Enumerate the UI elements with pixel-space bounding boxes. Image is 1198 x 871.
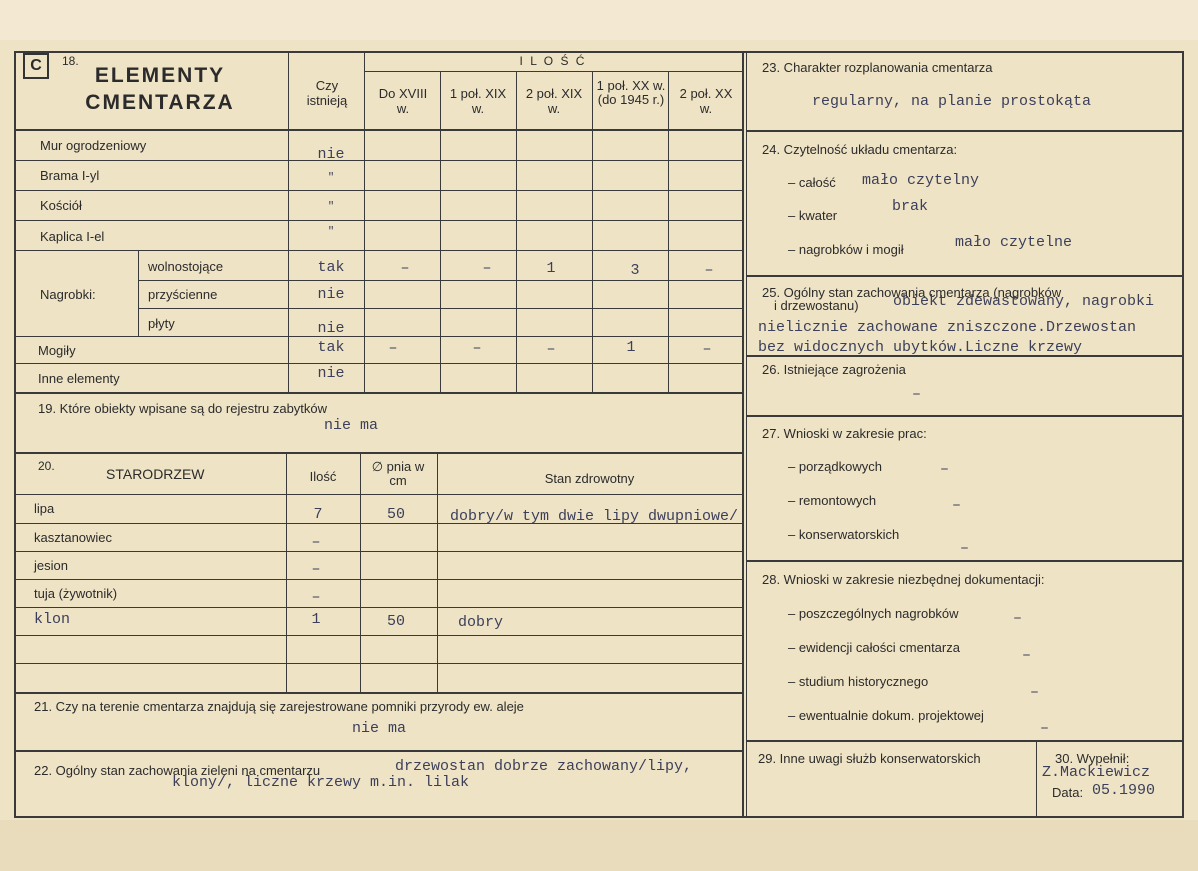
s28-item-2-value: – (1030, 684, 1040, 701)
s28-item-1-value: – (1022, 647, 1032, 664)
s26-label: 26. Istniejące zagrożenia (762, 362, 906, 377)
s28-item-3-value: – (1040, 720, 1050, 737)
section-18-number: 18. (62, 54, 79, 68)
mogily-val-0: – (388, 340, 398, 357)
section-18-title-1: ELEMENTY (94, 64, 226, 87)
s28-item-2-label: – studium historycznego (788, 674, 929, 689)
line (437, 454, 438, 692)
s20-title: STARODRZEW (106, 466, 205, 482)
ilosc-header: I L O Ś Ć (519, 54, 587, 68)
line (16, 692, 742, 694)
s28-item-1-label: – ewidencji całości cmentarza (788, 640, 960, 655)
s27-item-2-value: – (960, 540, 970, 557)
line (746, 415, 1182, 417)
s19-value: nie ma (324, 417, 379, 434)
s30-date: 05.1990 (1092, 782, 1156, 799)
s27-item-0-value: – (940, 461, 950, 478)
card-top-edge (0, 0, 1198, 40)
line (16, 607, 742, 608)
exists-mur: nie (317, 146, 345, 163)
s24-item-1-label: – kwater (788, 208, 838, 223)
line (16, 551, 742, 552)
wolno-val-3: 3 (630, 262, 640, 279)
tree-name-3: tuja (żywotnik) (34, 586, 118, 601)
s20-number: 20. (38, 459, 55, 473)
tree-count-0: 7 (313, 506, 323, 523)
s25-value-3: bez widocznych ubytków.Liczne krzewy (758, 339, 1083, 356)
s28-label: 28. Wnioski w zakresie niezbędnej dokumentacji: (762, 572, 1045, 587)
line (16, 160, 742, 161)
line (746, 275, 1182, 277)
s28-item-0-label: – poszczególnych nagrobków (788, 606, 959, 621)
s26-value: – (912, 386, 922, 403)
line (360, 454, 361, 692)
s25-label-2: i drzewostanu) (774, 298, 859, 313)
line (668, 72, 669, 393)
wolno-val-0: – (400, 260, 410, 277)
s30-date-label: Data: (1052, 785, 1084, 800)
col-header-0: Do XVIII w. (378, 86, 428, 116)
exists-kaplica: " (327, 226, 335, 238)
line (16, 494, 742, 495)
col-header-3: 1 poł. XX w. (do 1945 r.) (596, 78, 666, 107)
s28-item-0-value: – (1013, 610, 1023, 627)
wolno-val-4: – (704, 262, 714, 279)
row-label-wolnostojace: wolnostojące (148, 259, 224, 274)
frame-right (1182, 51, 1184, 818)
row-label-mur: Mur ogrodzeniowy (40, 138, 147, 153)
exists-wolnostojace: tak (317, 259, 345, 276)
line (16, 336, 742, 337)
row-label-brama: Brama I-yl (40, 168, 100, 183)
line (440, 72, 441, 393)
s27-item-1-value: – (952, 497, 962, 514)
col-exists-header: Czy istnieją (306, 78, 348, 108)
nagrobki-label: Nagrobki: (40, 287, 96, 302)
line (138, 280, 742, 281)
s30-name: Z.Mackiewicz (1042, 764, 1151, 781)
line (16, 663, 742, 664)
line (138, 308, 742, 309)
row-label-kaplica: Kaplica I-el (40, 229, 105, 244)
s27-label: 27. Wnioski w zakresie prac: (762, 426, 927, 441)
col-header-4: 2 poł. XX w. (679, 86, 733, 116)
line (1036, 740, 1037, 816)
exists-kosciol: " (327, 201, 335, 213)
mogily-val-3: 1 (626, 339, 636, 356)
row-label-plyty: płyty (148, 316, 175, 331)
line (16, 190, 742, 191)
s27-item-1-label: – remontowych (788, 493, 877, 508)
s25-value-1: obiekt zdewastowany, nagrobki (893, 293, 1155, 310)
s24-item-2-label: – nagrobków i mogił (788, 242, 904, 257)
tree-count-3: – (311, 589, 321, 606)
line (16, 750, 742, 752)
line (288, 53, 289, 393)
row-label-mogily: Mogiły (38, 343, 76, 358)
s22-value-2: klony/, liczne krzewy m.in. lilak (172, 774, 470, 791)
tree-name-2: jesion (34, 558, 68, 573)
line (16, 220, 742, 221)
frame-left (14, 51, 16, 818)
line (16, 250, 742, 251)
s24-item-2-value: mało czytelne (955, 234, 1073, 251)
tree-health-0: dobry/w tym dwie lipy dwupniowe/ (450, 508, 739, 525)
wolno-val-1: – (482, 260, 492, 277)
section-18-title-2: CMENTARZA (85, 91, 235, 114)
line (746, 560, 1182, 562)
line (364, 71, 742, 72)
row-label-inne: Inne elementy (38, 371, 120, 386)
line (16, 635, 742, 636)
s24-item-0-label: – całość (788, 175, 836, 190)
s21-value: nie ma (352, 720, 407, 737)
line (592, 72, 593, 393)
s28-item-3-label: – ewentualnie dokum. projektowej (788, 708, 984, 723)
s27-item-0-label: – porządkowych (788, 459, 882, 474)
tree-health-4: dobry (458, 614, 504, 631)
tree-name-1: kasztanowiec (34, 530, 113, 545)
line (16, 452, 742, 454)
tree-diameter-4: 50 (386, 613, 405, 630)
s20-col-count: Ilość (309, 469, 337, 484)
s24-item-0-value: mało czytelny (862, 172, 980, 189)
row-label-kosciol: Kościół (40, 198, 82, 213)
mogily-val-2: – (546, 341, 556, 358)
section-c-box: C (23, 53, 49, 79)
s24-label: 24. Czytelność układu cmentarza: (762, 142, 958, 157)
card-bottom-edge (0, 820, 1198, 871)
col-header-1: 1 poł. XIX w. (449, 86, 507, 116)
row-label-przyscienne: przyścienne (148, 287, 218, 302)
middle-divider (742, 51, 744, 818)
col-header-2: 2 poł. XIX w. (525, 86, 583, 116)
s23-value: regularny, na planie prostokąta (812, 93, 1092, 110)
s25-label-1: 25. Ogólny stan zachowania cmentarza (nagrobków (762, 285, 1062, 300)
s20-col-health: Stan zdrowotny (544, 471, 635, 486)
s22-value-1: drzewostan dobrze zachowany/lipy, (395, 758, 693, 775)
s23-label: 23. Charakter rozplanowania cmentarza (762, 60, 993, 75)
s30-label: 30. Wypełnił: (1055, 751, 1130, 766)
exists-przyscienne: nie (317, 286, 345, 303)
s19-label: 19. Które obiekty wpisane są do rejestru zabytków (38, 401, 328, 416)
line (138, 250, 139, 336)
s25-value-2: nielicznie zachowane zniszczone.Drzewostan (758, 319, 1137, 336)
frame-top (14, 51, 1184, 53)
line (16, 579, 742, 580)
tree-diameter-0: 50 (386, 506, 405, 523)
mogily-val-1: – (472, 340, 482, 357)
mogily-val-4: – (702, 341, 712, 358)
tree-name-0: lipa (34, 501, 55, 516)
line (16, 129, 742, 131)
line (746, 740, 1182, 742)
middle-divider-2 (746, 51, 747, 818)
tree-name-4: klon (34, 611, 71, 628)
frame-bottom (14, 816, 1184, 818)
s21-label: 21. Czy na terenie cmentarza znajdują się zarejestrowane pomniki przyrody ew. aleje (34, 699, 524, 714)
exists-brama: " (327, 172, 335, 184)
s27-item-2-label: – konserwatorskich (788, 527, 900, 542)
line (16, 392, 742, 394)
s29-label: 29. Inne uwagi służb konserwatorskich (758, 751, 981, 766)
exists-inne: nie (317, 365, 345, 382)
tree-count-1: – (311, 534, 321, 551)
tree-count-4: 1 (311, 611, 321, 628)
line (746, 130, 1182, 132)
wolno-val-2: 1 (546, 260, 556, 277)
line (16, 363, 742, 364)
tree-count-2: – (311, 561, 321, 578)
s22-label: 22. Ogólny stan zachowania zieleni na cmentarzu (34, 763, 321, 778)
exists-mogily: tak (317, 339, 345, 356)
s24-item-1-value: brak (892, 198, 929, 215)
s20-col-diameter: ∅ pnia w cm (371, 459, 425, 488)
exists-plyty: nie (317, 320, 345, 337)
